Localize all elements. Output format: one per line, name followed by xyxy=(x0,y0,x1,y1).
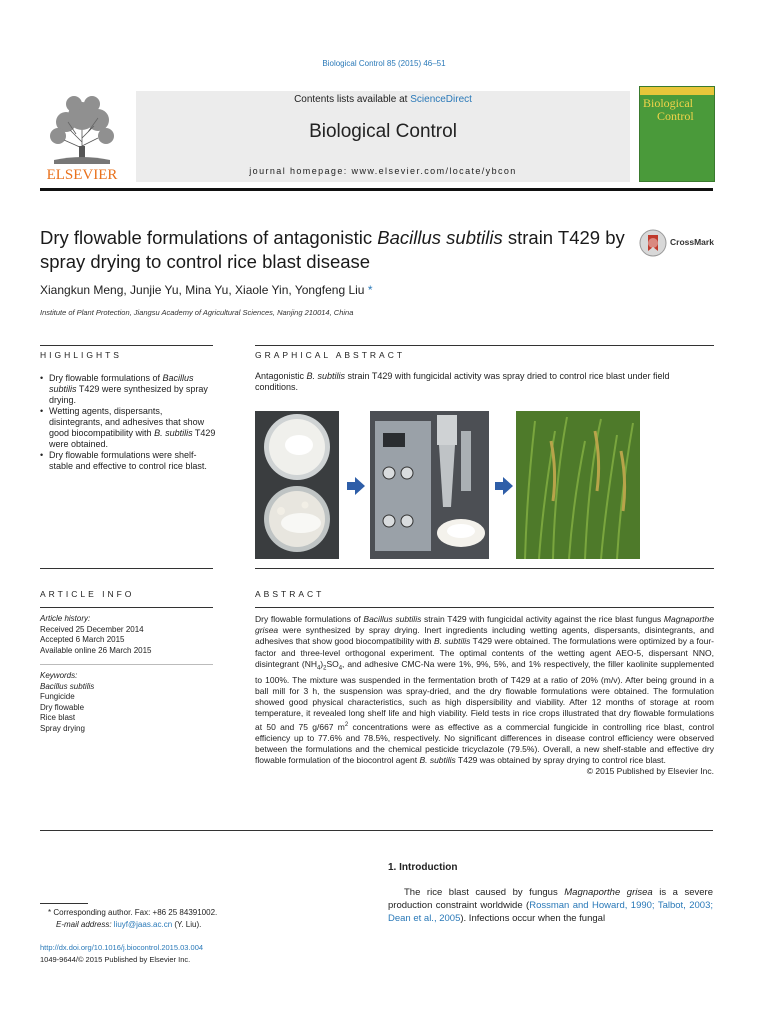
title-part2: strain T429 by spray drying to control rice blast disease xyxy=(40,227,625,272)
sciencedirect-link[interactable]: ScienceDirect xyxy=(410,94,472,105)
contents-line xyxy=(136,94,630,105)
journal-citation[interactable]: Biological Control 85 (2015) 46–51 xyxy=(322,59,446,68)
author-list xyxy=(40,283,373,297)
abstract-divider xyxy=(255,607,714,608)
crossmark-label: CrossMark xyxy=(670,237,714,247)
title-part1: Dry flowable formulations of antagonistic xyxy=(40,227,378,248)
elsevier-wordmark: ELSEVIER xyxy=(46,167,118,183)
corresponding-author-footnote xyxy=(40,907,370,931)
received-date: Received 25 December 2014 xyxy=(40,624,144,634)
arrow-right-icon xyxy=(495,477,513,495)
online-date: Available online 26 March 2015 xyxy=(40,645,152,655)
graphical-abstract-rule xyxy=(255,345,714,346)
petri-dish-image xyxy=(255,411,339,559)
author-email-link[interactable]: liuyf@jaas.ac.cn xyxy=(113,920,173,929)
keyword: Dry flowable xyxy=(40,702,85,712)
affiliation: Institute of Plant Protection, Jiangsu Academy of Agricultural Sciences, Nanjing 210014, China xyxy=(40,308,354,317)
journal-title: Biological Control xyxy=(309,121,457,142)
highlight-item: • Dry flowable formulations of Bacillus subtilis T429 were synthesized by spray drying. xyxy=(40,373,218,406)
graphical-abstract-figure xyxy=(255,411,640,559)
abstract-copyright: © 2015 Published by Elsevier Inc. xyxy=(586,766,714,777)
cover-title-line2: Control xyxy=(657,109,694,123)
cover-band xyxy=(640,87,714,95)
footnote-line: * Corresponding author. Fax: +86 25 84391002. xyxy=(48,908,218,917)
highlights-list xyxy=(40,373,218,472)
abstract-rule xyxy=(255,568,714,569)
cover-title-line1: Biological xyxy=(643,96,693,110)
corresponding-author-link[interactable]: * xyxy=(367,283,373,297)
history-label: Article history: xyxy=(40,614,91,623)
homepage-prefix: journal homepage: xyxy=(249,166,352,176)
title-species: Bacillus subtilis xyxy=(377,227,503,248)
article-history xyxy=(40,614,213,656)
highlight-item: • Wetting agents, dispersants, disintegrants, and adhesives that show good biocompatibility with B. subtilis T429 were obtained. xyxy=(40,406,218,450)
crossmark-badge[interactable] xyxy=(639,229,719,259)
introduction-heading: 1. Introduction xyxy=(388,862,458,873)
citation-link[interactable]: Rossman and Howard, 1990; Talbot, 2003; Dean et al., 2005 xyxy=(388,899,713,924)
contents-prefix: Contents lists available at xyxy=(294,94,411,105)
article-info-rule xyxy=(40,568,213,569)
keyword: Bacillus subtilis xyxy=(40,681,95,691)
keywords-label: Keywords: xyxy=(40,671,78,680)
abstract-heading: ABSTRACT xyxy=(255,589,325,599)
elsevier-tree-logo xyxy=(40,86,124,184)
keyword: Rice blast xyxy=(40,713,76,722)
footnote-rule xyxy=(40,903,88,904)
journal-homepage xyxy=(136,166,630,176)
accepted-date: Accepted 6 March 2015 xyxy=(40,635,125,644)
graphical-abstract-heading: GRAPHICAL ABSTRACT xyxy=(255,350,406,360)
header-rule xyxy=(40,188,713,191)
abstract-bottom-rule xyxy=(40,830,713,831)
highlights-heading: HIGHLIGHTS xyxy=(40,350,122,360)
article-info-heading: ARTICLE INFO xyxy=(40,589,135,599)
article-title xyxy=(40,226,630,274)
highlights-rule xyxy=(40,345,213,346)
keyword: Fungicide xyxy=(40,692,75,701)
graphical-abstract-caption: Antagonistic B. subtilis strain T429 with fungicidal activity was spray dried to control rice blast under field conditions. xyxy=(255,371,670,392)
journal-cover-thumbnail xyxy=(639,86,715,182)
doi-link[interactable]: http://dx.doi.org/10.1016/j.biocontrol.2015.03.004 xyxy=(40,943,204,952)
homepage-url[interactable]: www.elsevier.com/locate/ybcon xyxy=(351,166,517,176)
issn-line: 1049-9644/© 2015 Published by Elsevier Inc. xyxy=(40,955,191,964)
highlight-item: • Dry flowable formulations were shelf-stable and effective to control rice blast. xyxy=(40,450,218,472)
keywords xyxy=(40,671,213,734)
crossmark-icon xyxy=(639,229,667,257)
introduction-paragraph: The rice blast caused by fungus Magnaporthe grisea is a severe production constraint worldwide (Rossman and Howard, 1990; Talbot, 2003; Dean et al., 2005). Infections occur when the fungal xyxy=(388,887,714,924)
abstract-text: Dry flowable formulations of Bacillus subtilis strain T429 with fungicidal activity against the rice blast fungus Magnaporthe grisea were synthesized by spray drying. Inert ingredients including wetting agents, dispersants, disintegrants, and adhesives that show good biocompatibility with B. subtilis T429 were obtained. The formulations were optimized by a four-factor and three-level orthogonal experiment. The optimal contents of the wetting agent AEO-5, dispersant NNO, disintegrant $(NH_4)_2SO_4$, and adhesive CMC-Na were 1%, 9%, 5%, and 1% respectively, the filler kaolinite supplemented to 100%. The mixture was suspended in the fermentation broth of T429 at a ratio of 20% (m/v). After being ground in a ball mill for 3 h, the suspension was spray-dried, and the dry flowable formulations were obtained. The formulation showed good physical characteristics, such as high dispersibility and viability. After 12 months of storage at room temperature, it revealed long shelf life and high viability. Field tests in rice crops illustrated that dry flowable formulations at 50 and 75 g/667 $m^2$ concentrations were as effective as a commercial fungicide in controlling rice blast, control efficiency up to 77.6% and 78.5%, respectively. No significant differences in disease control efficiency were observed between the formulations and the chemical pesticide tricyclazole (79.5%). Overall, a new shelf-stable and effective dry flowable formulation of the biocontrol agent B. subtilis T429 was obtained by spray drying to control rice blast. xyxy=(255,614,715,765)
keyword: Spray drying xyxy=(40,723,85,733)
article-info-divider xyxy=(40,607,213,608)
abstract-body xyxy=(255,614,714,777)
arrow-right-icon xyxy=(347,477,365,495)
spray-dryer-image xyxy=(370,411,489,559)
cover-title xyxy=(643,97,694,123)
footnote-email-line: E-mail address: liuyf@jaas.ac.cn (Y. Liu). xyxy=(56,920,202,929)
rice-field-image xyxy=(516,411,640,559)
keywords-divider xyxy=(40,664,213,665)
authors-names: Xiangkun Meng, Junjie Yu, Mina Yu, Xiaole Yin, Yongfeng Liu xyxy=(40,283,365,297)
